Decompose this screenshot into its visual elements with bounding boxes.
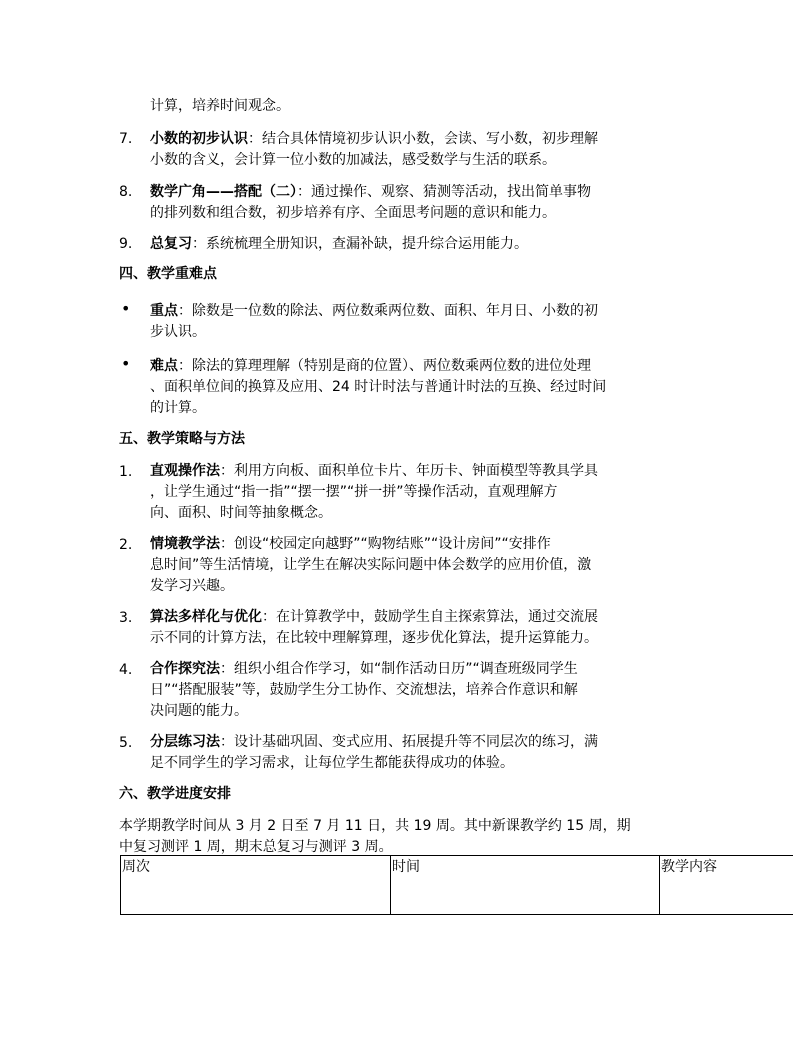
item-text: ：除数是一位数的除法、两位数乘两位数、面积、年月日、小数的初 [178,303,598,319]
bullet-icon: • [121,354,131,373]
item-line [150,301,598,321]
item-number: 3. [119,610,133,626]
item-line [150,732,598,752]
item-title: 算法多样化与优化 [150,609,262,625]
item-title: 直观操作法 [150,463,220,479]
item-text: ：组织小组合作学习，如“制作活动日历”“调查班级同学生 [220,661,578,677]
item-text: ：在计算教学中，鼓励学生自主探索算法，通过交流展 [262,609,598,625]
item-line: 、面积单位间的换算及应用、24 时计时法与普通计时法的互换、经过时间 [150,379,607,395]
item-number: 9. [119,236,133,252]
item-title: 分层练习法 [150,734,220,750]
section-heading: 六、教学进度安排 [119,786,231,802]
item-line: 示不同的计算方法，在比较中理解算理，逐步优化算法，提升运算能力。 [150,630,598,646]
item-text: ：通过操作、观察、猜测等活动，找出简单事物 [297,184,591,200]
item-line [150,607,598,627]
item-line: 小数的含义，会计算一位小数的加减法，感受数学与生活的联系。 [150,152,556,168]
table-header-row [121,856,793,915]
item-title: 情境教学法 [150,536,220,552]
table-header-cell: 周次 [121,856,391,915]
item-number: 8. [119,184,133,200]
item-text: ：创设“校园定向越野”“购物结账”“设计房间”“安排作 [220,536,551,552]
item-text: ：系统梳理全册知识，查漏补缺，提升综合运用能力。 [192,236,528,252]
item-text: ：除法的算理理解（特别是商的位置）、两位数乘两位数的进位处理 [178,358,591,374]
bullet-icon: • [121,299,131,318]
schedule-table [120,855,793,915]
item-line: 决问题的能力。 [150,703,248,719]
section-heading: 四、教学重难点 [119,266,217,282]
item-line: 步认识。 [150,324,206,340]
item-number: 5. [119,735,133,751]
item-title: 重点 [150,303,178,319]
item-title: 总复习 [150,236,192,252]
item-number: 7. [119,131,133,147]
item-line [150,129,598,149]
item-line: 足不同学生的学习需求，让每位学生都能获得成功的体验。 [150,755,514,771]
item-title: 合作探究法 [150,661,220,677]
item-line [150,356,591,376]
item-line [150,461,598,481]
item-line [150,659,578,679]
item-line: 的计算。 [150,400,206,416]
item-title: 难点 [150,358,178,374]
item-line: 息时间”等生活情境，让学生在解决实际问题中体会数学的应用价值，激 [150,557,592,573]
section-heading: 五、教学策略与方法 [119,431,245,447]
continued-text: 计算，培养时间观念。 [150,98,290,114]
item-line [150,182,591,202]
item-line: 向、面积、时间等抽象概念。 [150,505,332,521]
item-title: 小数的初步认识 [150,131,248,147]
paragraph-line: 中复习测评 1 周，期末总复习与测评 3 周。 [119,839,393,855]
item-line: ，让学生通过“指一指”“摆一摆”“拼一拼”等操作活动，直观理解方 [150,484,558,500]
item-text: ：结合具体情境初步认识小数，会读、写小数，初步理解 [248,131,598,147]
table-header-cell: 时间 [391,856,660,915]
item-line [150,234,528,254]
paragraph-line: 本学期教学时间从 3 月 2 日至 7 月 11 日，共 19 周。其中新课教学约 15 周，期 [119,818,631,834]
item-text: ：利用方向板、面积单位卡片、年历卡、钟面模型等教具学具 [220,463,598,479]
item-title: 数学广角——搭配（二） [150,184,297,200]
item-number: 4. [119,662,133,678]
table-header-cell: 教学内容 [660,856,793,915]
item-line [150,534,551,554]
item-line: 的排列数和组合数，初步培养有序、全面思考问题的意识和能力。 [150,205,556,221]
item-text: ：设计基础巩固、变式应用、拓展提升等不同层次的练习，满 [220,734,598,750]
item-line: 日”“搭配服装”等，鼓励学生分工协作、交流想法，培养合作意识和解 [150,682,578,698]
item-number: 1. [119,464,133,480]
item-number: 2. [119,537,133,553]
item-line: 发学习兴趣。 [150,578,234,594]
